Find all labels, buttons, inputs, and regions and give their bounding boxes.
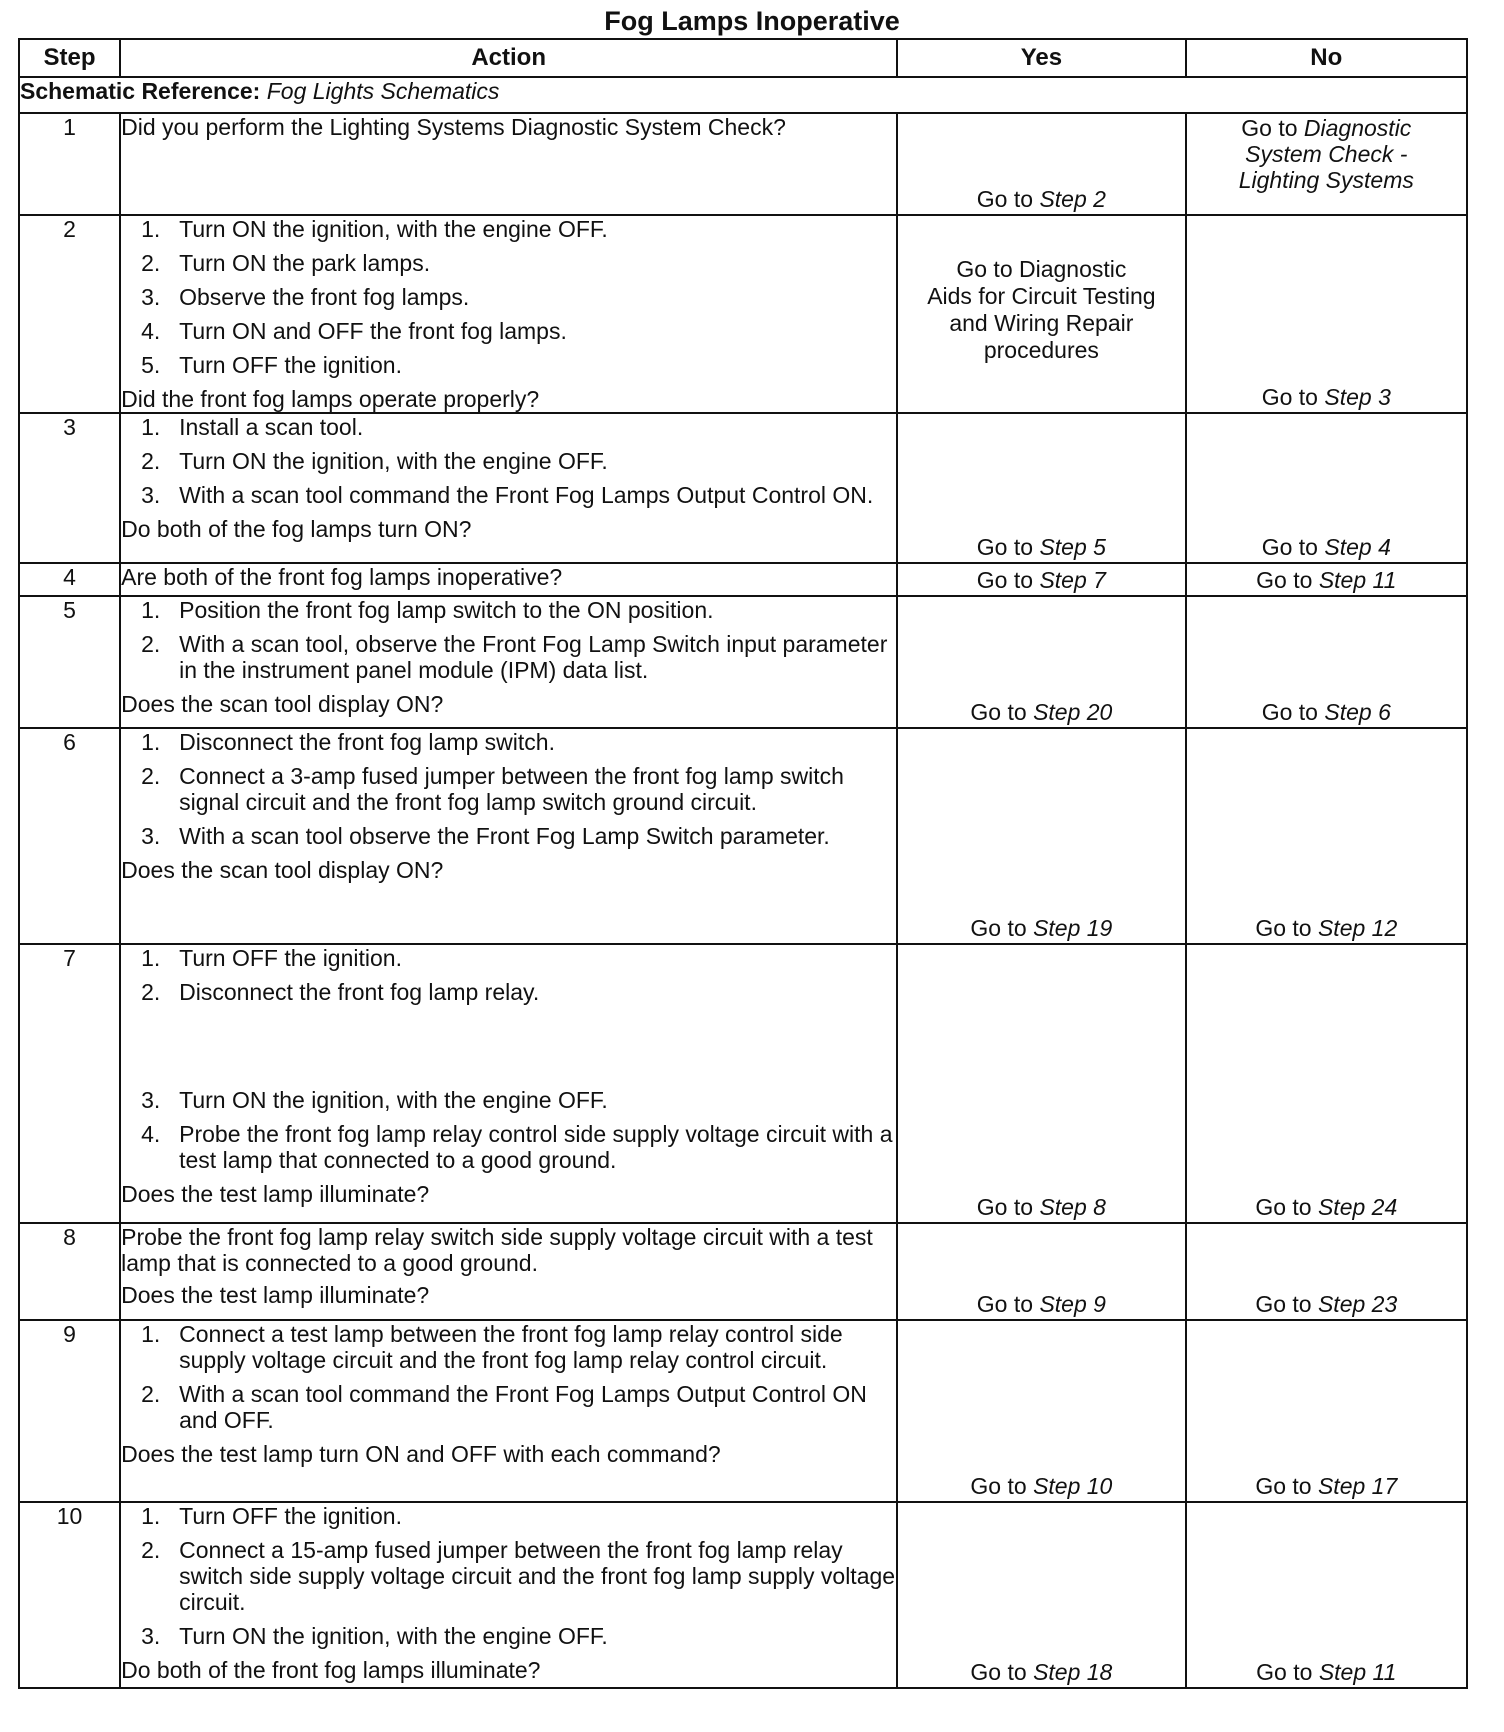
list-item: 3. Turn ON the ignition, with the engine OFF. — [141, 1623, 608, 1649]
step-ref: System Check - — [1245, 141, 1408, 167]
yes-cell — [897, 113, 1185, 215]
action-cell — [120, 215, 897, 413]
list-item: 4. Probe the front fog lamp relay control side supply voltage circuit with a test lamp that connected to a good ground. — [141, 1121, 893, 1173]
yes-goto[interactable]: Go to Diagnostic Aids for Circuit Testing and Wiring Repair procedures — [927, 256, 1156, 363]
no-goto[interactable] — [1187, 699, 1466, 725]
goto-label: Go to — [976, 186, 1034, 212]
yes-cell — [897, 1223, 1185, 1320]
goto-label: Go to — [1261, 534, 1318, 560]
question: Does the test lamp illuminate? — [121, 1282, 430, 1308]
yes-cell — [897, 596, 1185, 728]
action-cell — [120, 1320, 897, 1502]
no-cell — [1186, 944, 1467, 1223]
yes-cell — [897, 563, 1185, 596]
step-ref: Step 2 — [1039, 186, 1106, 212]
goto-label: Go to — [976, 567, 1034, 593]
step-ref: Step 17 — [1317, 1473, 1398, 1499]
step-ref: Step 19 — [1033, 915, 1113, 941]
step-ref: Step 11 — [1318, 567, 1397, 593]
schematic-reference-link[interactable]: Fog Lights Schematics — [266, 78, 500, 104]
goto-label: Go to — [970, 915, 1027, 941]
table-row — [19, 563, 1467, 596]
list-item: 2. With a scan tool, observe the Front Fog Lamp Switch input parameter in the instrument panel module (IPM) data list. — [141, 631, 888, 683]
goto-label: Go to — [976, 1194, 1034, 1220]
header-yes: Yes — [897, 39, 1185, 77]
list-item: 2. Connect a 3-amp fused jumper between the front fog lamp switch signal circuit and the front fog lamp switch ground circuit. — [141, 763, 844, 815]
step-number: 3 — [19, 413, 120, 563]
action-cell — [120, 944, 897, 1223]
question: Do both of the fog lamps turn ON? — [121, 516, 472, 542]
step-ref: Step 9 — [1039, 1291, 1106, 1317]
step-ref: Step 20 — [1033, 699, 1113, 725]
table-row — [19, 1320, 1467, 1502]
list-item: 4. Turn ON and OFF the front fog lamps. — [141, 318, 567, 344]
question: Do both of the front fog lamps illuminate? — [121, 1657, 541, 1683]
no-cell — [1186, 1502, 1467, 1688]
header-row — [19, 39, 1467, 77]
no-goto[interactable] — [1187, 384, 1466, 410]
yes-goto[interactable] — [898, 1659, 1184, 1685]
list-item: 1. Disconnect the front fog lamp switch. — [141, 729, 555, 755]
list-item: 1. Install a scan tool. — [141, 414, 364, 440]
schematic-reference — [19, 77, 1467, 113]
list-item: 2. Connect a 15-amp fused jumper between the front fog lamp relay switch side supply voltage circuit and the front fog lamp supply voltage circuit. — [141, 1537, 896, 1615]
step-number: 5 — [19, 596, 120, 728]
diagnostic-table — [18, 38, 1468, 1689]
goto-label: Go to — [1255, 915, 1312, 941]
question: Does the scan tool display ON? — [121, 857, 444, 883]
step-ref: Step 7 — [1039, 567, 1106, 593]
yes-goto[interactable] — [898, 699, 1184, 725]
list-item: 3. With a scan tool command the Front Fog Lamps Output Control ON. — [141, 482, 874, 508]
table-row — [19, 944, 1467, 1223]
step-number: 2 — [19, 215, 120, 413]
no-goto[interactable] — [1187, 1291, 1466, 1317]
step-number: 9 — [19, 1320, 120, 1502]
no-cell — [1186, 113, 1467, 215]
action-cell — [120, 728, 897, 944]
yes-goto[interactable] — [898, 567, 1184, 593]
table-row — [19, 113, 1467, 215]
list-item: 3. Turn ON the ignition, with the engine OFF. — [141, 1087, 608, 1113]
question: Does the test lamp turn ON and OFF with each command? — [121, 1441, 721, 1467]
no-goto[interactable] — [1187, 534, 1466, 560]
no-goto[interactable] — [1187, 115, 1466, 193]
yes-goto[interactable] — [898, 186, 1184, 212]
table-row — [19, 215, 1467, 413]
list-item: 3. Observe the front fog lamps. — [141, 284, 470, 310]
goto-label: Go to — [1255, 1194, 1312, 1220]
step-ref: Step 10 — [1033, 1473, 1113, 1499]
list-item: 1. Turn OFF the ignition. — [141, 1503, 402, 1529]
step-number: 1 — [19, 113, 120, 215]
yes-cell — [897, 413, 1185, 563]
action-cell — [120, 1502, 897, 1688]
header-no: No — [1186, 39, 1467, 77]
list-item: 1. Turn OFF the ignition. — [141, 945, 402, 971]
goto-label: Go to — [1256, 567, 1313, 593]
step-number: 7 — [19, 944, 120, 1223]
step-number: 10 — [19, 1502, 120, 1688]
list-item: 5. Turn OFF the ignition. — [141, 352, 402, 378]
list-item: 2. Disconnect the front fog lamp relay. — [141, 979, 540, 1005]
step-ref: Step 4 — [1324, 534, 1391, 560]
no-cell — [1186, 413, 1467, 563]
question: Did the front fog lamps operate properly? — [121, 386, 540, 412]
goto-label: Go to — [976, 534, 1034, 560]
action-cell — [120, 596, 897, 728]
table-row — [19, 728, 1467, 944]
table-row — [19, 1223, 1467, 1320]
list-item: 2. Turn ON the park lamps. — [141, 250, 431, 276]
question: Does the test lamp illuminate? — [121, 1181, 430, 1207]
header-step: Step — [19, 39, 120, 77]
goto-label: Go to — [970, 1659, 1027, 1685]
page-title: Fog Lamps Inoperative — [604, 6, 900, 36]
table-row — [19, 413, 1467, 563]
action-cell — [120, 113, 897, 215]
no-goto[interactable] — [1187, 1194, 1466, 1220]
no-cell — [1186, 215, 1467, 413]
goto-label: Go to — [1255, 1291, 1312, 1317]
yes-cell — [897, 728, 1185, 944]
goto-label: Go to — [1255, 1473, 1312, 1499]
yes-goto[interactable] — [898, 534, 1184, 560]
goto-label: Go to — [970, 1473, 1027, 1499]
action-cell — [120, 563, 897, 596]
yes-cell — [897, 1320, 1185, 1502]
no-goto[interactable] — [1187, 1659, 1466, 1685]
step-number: 6 — [19, 728, 120, 944]
goto-label: Go to — [1261, 384, 1318, 410]
step-ref: Step 24 — [1317, 1194, 1398, 1220]
no-cell — [1186, 1320, 1467, 1502]
no-cell — [1186, 563, 1467, 596]
list-item: 1. Turn ON the ignition, with the engine OFF. — [141, 216, 608, 242]
no-goto[interactable] — [1187, 567, 1466, 593]
goto-label: Go to — [970, 699, 1027, 725]
action-cell — [120, 413, 897, 563]
step-ref: Step 6 — [1324, 699, 1391, 725]
goto-label: Go to — [976, 1291, 1034, 1317]
goto-label: Go to — [1256, 1659, 1313, 1685]
action-text: Probe the front fog lamp relay switch side supply voltage circuit with a test lamp that is connected to a good ground. — [121, 1224, 873, 1276]
schematic-reference-label: Schematic Reference: — [20, 78, 261, 104]
goto-label: Go to — [1241, 115, 1298, 141]
goto-label: Go to — [1261, 699, 1318, 725]
question: Did you perform the Lighting Systems Diagnostic System Check? — [121, 114, 786, 140]
step-ref: Step 5 — [1039, 534, 1106, 560]
step-ref: Step 8 — [1039, 1194, 1106, 1220]
list-item: 3. With a scan tool observe the Front Fog Lamp Switch parameter. — [141, 823, 830, 849]
no-goto[interactable] — [1187, 1473, 1466, 1499]
step-ref: Step 11 — [1318, 1659, 1397, 1685]
schematic-reference-row — [19, 77, 1467, 113]
yes-goto[interactable] — [898, 915, 1184, 941]
action-cell — [120, 1223, 897, 1320]
step-number: 4 — [19, 563, 120, 596]
blank-gap — [121, 1013, 896, 1087]
list-item: 1. Position the front fog lamp switch to the ON position. — [141, 597, 714, 623]
header-action: Action — [120, 39, 897, 77]
step-ref: Step 23 — [1317, 1291, 1398, 1317]
question: Are both of the front fog lamps inoperative? — [121, 564, 563, 590]
yes-cell — [897, 1502, 1185, 1688]
table-row — [19, 596, 1467, 728]
list-item: 1. Connect a test lamp between the front fog lamp relay control side supply voltage circuit and the front fog lamp relay control circuit. — [141, 1321, 843, 1373]
list-item: 2. Turn ON the ignition, with the engine OFF. — [141, 448, 608, 474]
step-ref: Lighting Systems — [1238, 167, 1414, 193]
step-ref: Step 12 — [1317, 915, 1398, 941]
no-cell — [1186, 1223, 1467, 1320]
no-cell — [1186, 596, 1467, 728]
step-ref: Step 18 — [1033, 1659, 1113, 1685]
yes-cell — [897, 944, 1185, 1223]
step-ref: Step 3 — [1324, 384, 1391, 410]
no-cell — [1186, 728, 1467, 944]
yes-goto[interactable] — [898, 1291, 1184, 1317]
yes-cell — [897, 215, 1185, 413]
step-number: 8 — [19, 1223, 120, 1320]
table-row — [19, 1502, 1467, 1688]
yes-goto[interactable] — [898, 1473, 1184, 1499]
no-goto[interactable] — [1187, 915, 1466, 941]
question: Does the scan tool display ON? — [121, 691, 444, 717]
step-ref: Diagnostic — [1303, 115, 1412, 141]
list-item: 2. With a scan tool command the Front Fog Lamps Output Control ON and OFF. — [141, 1381, 867, 1433]
yes-goto[interactable] — [898, 1194, 1184, 1220]
